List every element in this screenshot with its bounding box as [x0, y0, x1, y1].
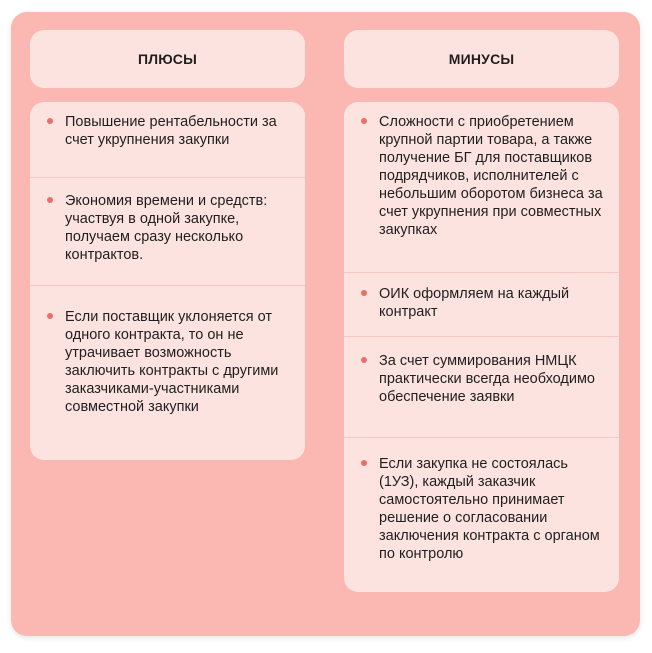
- bullet-dot-icon: [361, 290, 367, 296]
- bullet-dot-icon: [361, 118, 367, 124]
- bullet-dot-icon: [361, 460, 367, 466]
- bullet-dot-icon: [47, 197, 53, 203]
- cons-item: За счет суммирования НМЦК практически всегда необходимо обеспечение заявки: [344, 336, 619, 437]
- bullet-dot-icon: [47, 313, 53, 319]
- pros-header: ПЛЮСЫ: [30, 30, 305, 88]
- bullet-dot-icon: [47, 118, 53, 124]
- cons-header: МИНУСЫ: [344, 30, 619, 88]
- cons-item: Если закупка не состоялась (1УЗ), каждый заказчик самостоятельно принимает решение о согласовании заключения контракта с органом по контролю: [344, 437, 619, 592]
- cons-item: ОИК оформляем на каждый контракт: [344, 272, 619, 336]
- pros-item: Если поставщик уклоняется от одного контракта, то он не утрачивает возможность заключить контракты с другими заказчиками-участниками совместной закупки: [30, 285, 305, 460]
- cons-item: Сложности с приобретением крупной партии товара, а также получение БГ для поставщиков подрядчиков, исполнителей с небольшим оборотом бизнеса за счет укрупнения при совместных закупках: [344, 102, 619, 272]
- pros-card: [30, 102, 305, 460]
- pros-item: Повышение рентабельности за счет укрупнения закупки: [30, 102, 305, 177]
- pros-item: Экономия времени и средств: участвуя в одной закупке, получаем сразу несколько контрактов.: [30, 177, 305, 285]
- cons-card: [344, 102, 619, 592]
- bullet-dot-icon: [361, 357, 367, 363]
- comparison-panel: [11, 12, 640, 636]
- pros-column: [30, 30, 305, 460]
- cons-column: [344, 30, 619, 592]
